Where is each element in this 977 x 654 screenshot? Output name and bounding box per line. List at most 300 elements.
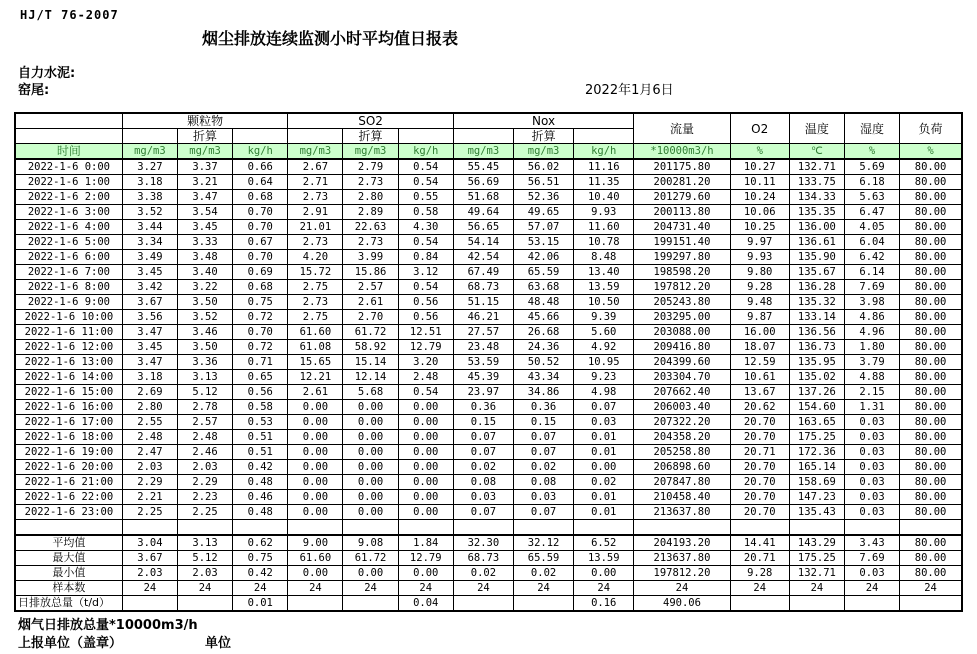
- value-cell: 10.95: [574, 355, 634, 370]
- value-cell: 10.78: [574, 235, 634, 250]
- value-cell: 0.00: [574, 460, 634, 475]
- value-cell: 20.70: [730, 490, 789, 505]
- unit-cell: %: [844, 144, 899, 160]
- value-cell: 204731.40: [634, 220, 730, 235]
- value-cell: 3.52: [122, 205, 177, 220]
- empty-cell: [122, 520, 177, 536]
- value-cell: 34.86: [513, 385, 573, 400]
- table-row: [15, 505, 962, 520]
- value-cell: 2.57: [177, 415, 232, 430]
- summary-value-cell: [844, 596, 899, 612]
- corner-cell: [15, 113, 122, 129]
- value-cell: 80.00: [900, 325, 962, 340]
- value-cell: 203304.70: [634, 370, 730, 385]
- summary-value-cell: 32.12: [513, 535, 573, 551]
- group-so2: SO2: [288, 113, 453, 129]
- value-cell: 80.00: [900, 295, 962, 310]
- value-cell: 20.70: [730, 475, 789, 490]
- value-cell: 0.00: [398, 475, 453, 490]
- empty-cell: [789, 520, 844, 536]
- summary-value-cell: 24: [233, 581, 288, 596]
- value-cell: 15.14: [343, 355, 398, 370]
- value-cell: 9.80: [730, 265, 789, 280]
- value-cell: 55.45: [453, 159, 513, 175]
- table-row: [15, 235, 962, 250]
- value-cell: 0.08: [453, 475, 513, 490]
- summary-row: [15, 535, 962, 551]
- value-cell: 0.00: [398, 400, 453, 415]
- value-cell: 2.89: [343, 205, 398, 220]
- value-cell: 3.44: [122, 220, 177, 235]
- table-row: [15, 415, 962, 430]
- summary-label: 最小值: [15, 566, 122, 581]
- value-cell: 201279.60: [634, 190, 730, 205]
- time-cell: 2022-1-6 1:00: [15, 175, 122, 190]
- spacer-row: [15, 520, 962, 536]
- value-cell: 80.00: [900, 220, 962, 235]
- value-cell: 0.54: [398, 159, 453, 175]
- value-cell: 3.12: [398, 265, 453, 280]
- value-cell: 3.99: [343, 250, 398, 265]
- value-cell: 80.00: [900, 310, 962, 325]
- value-cell: 0.02: [513, 460, 573, 475]
- value-cell: 0.07: [513, 445, 573, 460]
- value-cell: 12.59: [730, 355, 789, 370]
- value-cell: 3.34: [122, 235, 177, 250]
- value-cell: 0.03: [453, 490, 513, 505]
- time-cell: 2022-1-6 17:00: [15, 415, 122, 430]
- value-cell: 175.25: [789, 430, 844, 445]
- summary-value-cell: 32.30: [453, 535, 513, 551]
- value-cell: 0.51: [233, 445, 288, 460]
- value-cell: 80.00: [900, 460, 962, 475]
- value-cell: 10.27: [730, 159, 789, 175]
- summary-value-cell: 0.00: [288, 566, 343, 581]
- value-cell: 136.28: [789, 280, 844, 295]
- value-cell: 207662.40: [634, 385, 730, 400]
- value-cell: 2.73: [288, 235, 343, 250]
- time-cell: 2022-1-6 5:00: [15, 235, 122, 250]
- value-cell: 18.07: [730, 340, 789, 355]
- value-cell: 136.61: [789, 235, 844, 250]
- value-cell: 0.00: [343, 430, 398, 445]
- value-cell: 57.07: [513, 220, 573, 235]
- value-cell: 201175.80: [634, 159, 730, 175]
- value-cell: 0.03: [513, 490, 573, 505]
- value-cell: 22.63: [343, 220, 398, 235]
- value-cell: 0.55: [398, 190, 453, 205]
- summary-label: 最大值: [15, 551, 122, 566]
- summary-label: 日排放总量（t/d）: [15, 596, 122, 612]
- value-cell: 54.14: [453, 235, 513, 250]
- value-cell: 0.67: [233, 235, 288, 250]
- data-body: [15, 159, 962, 520]
- header-o2: O2: [730, 113, 789, 144]
- value-cell: 2.47: [122, 445, 177, 460]
- table-row: [15, 445, 962, 460]
- value-cell: 0.00: [398, 505, 453, 520]
- value-cell: 13.67: [730, 385, 789, 400]
- value-cell: 0.75: [233, 295, 288, 310]
- value-cell: 198598.20: [634, 265, 730, 280]
- value-cell: 53.59: [453, 355, 513, 370]
- value-cell: 0.48: [233, 505, 288, 520]
- summary-value-cell: 12.79: [398, 551, 453, 566]
- summary-value-cell: 24: [177, 581, 232, 596]
- time-cell: 2022-1-6 16:00: [15, 400, 122, 415]
- summary-value-cell: 0.00: [574, 566, 634, 581]
- summary-value-cell: 143.29: [789, 535, 844, 551]
- value-cell: 0.54: [398, 175, 453, 190]
- table-row: [15, 175, 962, 190]
- value-cell: 3.36: [177, 355, 232, 370]
- value-cell: 3.79: [844, 355, 899, 370]
- value-cell: 3.21: [177, 175, 232, 190]
- table-row: [15, 310, 962, 325]
- value-cell: 11.35: [574, 175, 634, 190]
- time-cell: 2022-1-6 7:00: [15, 265, 122, 280]
- summary-value-cell: 175.25: [789, 551, 844, 566]
- value-cell: 2.71: [288, 175, 343, 190]
- value-cell: 135.35: [789, 205, 844, 220]
- value-cell: 80.00: [900, 280, 962, 295]
- time-cell: 2022-1-6 3:00: [15, 205, 122, 220]
- value-cell: 3.33: [177, 235, 232, 250]
- value-cell: 136.00: [789, 220, 844, 235]
- summary-value-cell: 24: [634, 581, 730, 596]
- summary-value-cell: 0.00: [398, 566, 453, 581]
- value-cell: 0.00: [288, 460, 343, 475]
- header-temperature: 温度: [789, 113, 844, 144]
- summary-value-cell: 24: [900, 581, 962, 596]
- unit-cell: %: [730, 144, 789, 160]
- value-cell: 26.68: [513, 325, 573, 340]
- value-cell: 0.72: [233, 310, 288, 325]
- value-cell: 80.00: [900, 415, 962, 430]
- time-cell: 2022-1-6 20:00: [15, 460, 122, 475]
- value-cell: 56.65: [453, 220, 513, 235]
- value-cell: 0.56: [398, 295, 453, 310]
- value-cell: 0.65: [233, 370, 288, 385]
- value-cell: 205258.80: [634, 445, 730, 460]
- value-cell: 80.00: [900, 250, 962, 265]
- value-cell: 200113.80: [634, 205, 730, 220]
- company-label: 自力水泥:: [18, 66, 76, 81]
- value-cell: 20.70: [730, 460, 789, 475]
- value-cell: 2.48: [398, 370, 453, 385]
- unit-cell: mg/m3: [343, 144, 398, 160]
- summary-value-cell: 0.03: [844, 566, 899, 581]
- value-cell: 2.29: [122, 475, 177, 490]
- summary-row: [15, 596, 962, 612]
- converted-header: 折算: [513, 129, 573, 144]
- unit-cell: mg/m3: [453, 144, 513, 160]
- unit-cell: %: [900, 144, 962, 160]
- value-cell: 147.23: [789, 490, 844, 505]
- value-cell: 0.00: [343, 415, 398, 430]
- summary-value-cell: [453, 596, 513, 612]
- summary-value-cell: 24: [844, 581, 899, 596]
- summary-value-cell: 24: [574, 581, 634, 596]
- value-cell: 3.46: [177, 325, 232, 340]
- table-row: [15, 325, 962, 340]
- summary-value-cell: 24: [730, 581, 789, 596]
- time-cell: 2022-1-6 23:00: [15, 505, 122, 520]
- value-cell: 6.04: [844, 235, 899, 250]
- value-cell: 80.00: [900, 340, 962, 355]
- value-cell: 0.71: [233, 355, 288, 370]
- value-cell: 53.15: [513, 235, 573, 250]
- value-cell: 0.00: [343, 490, 398, 505]
- value-cell: 4.30: [398, 220, 453, 235]
- time-cell: 2022-1-6 15:00: [15, 385, 122, 400]
- table-row: [15, 370, 962, 385]
- value-cell: 50.52: [513, 355, 573, 370]
- value-cell: 3.47: [122, 325, 177, 340]
- summary-label: 样本数: [15, 581, 122, 596]
- summary-value-cell: 24: [453, 581, 513, 596]
- value-cell: 165.14: [789, 460, 844, 475]
- value-cell: 6.42: [844, 250, 899, 265]
- value-cell: 10.11: [730, 175, 789, 190]
- value-cell: 10.25: [730, 220, 789, 235]
- value-cell: 0.00: [288, 445, 343, 460]
- value-cell: 2.67: [288, 159, 343, 175]
- table-row: [15, 190, 962, 205]
- time-cell: 2022-1-6 9:00: [15, 295, 122, 310]
- summary-value-cell: 213637.80: [634, 551, 730, 566]
- time-cell: 2022-1-6 2:00: [15, 190, 122, 205]
- report-date: 2022年1月6日: [585, 83, 674, 98]
- time-cell: 2022-1-6 22:00: [15, 490, 122, 505]
- value-cell: 46.21: [453, 310, 513, 325]
- value-cell: 0.48: [233, 475, 288, 490]
- value-cell: 3.45: [122, 340, 177, 355]
- value-cell: 11.16: [574, 159, 634, 175]
- value-cell: 132.71: [789, 159, 844, 175]
- value-cell: 0.03: [574, 415, 634, 430]
- value-cell: 2.15: [844, 385, 899, 400]
- value-cell: 3.50: [177, 295, 232, 310]
- summary-value-cell: 197812.20: [634, 566, 730, 581]
- value-cell: 135.90: [789, 250, 844, 265]
- value-cell: 2.61: [288, 385, 343, 400]
- empty-cell: [453, 520, 513, 536]
- empty-cell: [574, 129, 634, 144]
- value-cell: 0.36: [513, 400, 573, 415]
- value-cell: 80.00: [900, 505, 962, 520]
- value-cell: 4.05: [844, 220, 899, 235]
- value-cell: 4.98: [574, 385, 634, 400]
- summary-value-cell: 0.16: [574, 596, 634, 612]
- value-cell: 23.97: [453, 385, 513, 400]
- summary-value-cell: [789, 596, 844, 612]
- converted-header: 折算: [177, 129, 232, 144]
- value-cell: 2.75: [288, 310, 343, 325]
- value-cell: 2.03: [122, 460, 177, 475]
- value-cell: 2.21: [122, 490, 177, 505]
- summary-value-cell: 3.67: [122, 551, 177, 566]
- value-cell: 13.59: [574, 280, 634, 295]
- summary-value-cell: [730, 596, 789, 612]
- empty-cell: [730, 520, 789, 536]
- value-cell: 0.03: [844, 430, 899, 445]
- empty-cell: [398, 520, 453, 536]
- group-particulate: 颗粒物: [122, 113, 288, 129]
- summary-value-cell: 0.02: [453, 566, 513, 581]
- value-cell: 45.66: [513, 310, 573, 325]
- value-cell: 49.65: [513, 205, 573, 220]
- value-cell: 207322.20: [634, 415, 730, 430]
- table-row: [15, 250, 962, 265]
- value-cell: 52.36: [513, 190, 573, 205]
- value-cell: 80.00: [900, 490, 962, 505]
- summary-row: [15, 551, 962, 566]
- value-cell: 206898.60: [634, 460, 730, 475]
- value-cell: 136.73: [789, 340, 844, 355]
- unit-cell: kg/h: [233, 144, 288, 160]
- unit-cell: mg/m3: [177, 144, 232, 160]
- value-cell: 0.07: [453, 430, 513, 445]
- value-cell: 135.67: [789, 265, 844, 280]
- summary-value-cell: 24: [122, 581, 177, 596]
- value-cell: 3.13: [177, 370, 232, 385]
- value-cell: 5.69: [844, 159, 899, 175]
- summary-value-cell: 9.28: [730, 566, 789, 581]
- unit-cell: mg/m3: [122, 144, 177, 160]
- value-cell: 2.69: [122, 385, 177, 400]
- value-cell: 80.00: [900, 175, 962, 190]
- value-cell: 49.64: [453, 205, 513, 220]
- value-cell: 0.54: [398, 280, 453, 295]
- value-cell: 0.66: [233, 159, 288, 175]
- value-cell: 9.87: [730, 310, 789, 325]
- summary-value-cell: 9.00: [288, 535, 343, 551]
- value-cell: 0.64: [233, 175, 288, 190]
- value-cell: 45.39: [453, 370, 513, 385]
- time-cell: 2022-1-6 0:00: [15, 159, 122, 175]
- time-cell: 2022-1-6 21:00: [15, 475, 122, 490]
- value-cell: 48.48: [513, 295, 573, 310]
- value-cell: 61.08: [288, 340, 343, 355]
- value-cell: 80.00: [900, 370, 962, 385]
- value-cell: 80.00: [900, 445, 962, 460]
- value-cell: 0.72: [233, 340, 288, 355]
- value-cell: 5.60: [574, 325, 634, 340]
- value-cell: 0.15: [513, 415, 573, 430]
- summary-value-cell: 2.03: [177, 566, 232, 581]
- unit-cell: mg/m3: [288, 144, 343, 160]
- value-cell: 3.52: [177, 310, 232, 325]
- summary-row: [15, 581, 962, 596]
- summary-value-cell: 65.59: [513, 551, 573, 566]
- value-cell: 2.75: [288, 280, 343, 295]
- value-cell: 11.60: [574, 220, 634, 235]
- value-cell: 2.79: [343, 159, 398, 175]
- value-cell: 61.60: [288, 325, 343, 340]
- value-cell: 0.03: [844, 505, 899, 520]
- group-nox: Nox: [453, 113, 634, 129]
- value-cell: 3.22: [177, 280, 232, 295]
- value-cell: 0.00: [288, 415, 343, 430]
- value-cell: 8.48: [574, 250, 634, 265]
- value-cell: 4.88: [844, 370, 899, 385]
- empty-cell: [15, 520, 122, 536]
- value-cell: 80.00: [900, 265, 962, 280]
- value-cell: 12.14: [343, 370, 398, 385]
- report-table: [14, 112, 963, 612]
- value-cell: 0.69: [233, 265, 288, 280]
- value-cell: 3.20: [398, 355, 453, 370]
- header-load: 负荷: [900, 113, 962, 144]
- summary-value-cell: 132.71: [789, 566, 844, 581]
- value-cell: 0.56: [398, 310, 453, 325]
- summary-value-cell: 0.01: [233, 596, 288, 612]
- value-cell: 0.00: [343, 445, 398, 460]
- value-cell: 137.26: [789, 385, 844, 400]
- standard-code: HJ/T 76-2007: [20, 8, 119, 22]
- summary-value-cell: 20.71: [730, 551, 789, 566]
- value-cell: 12.21: [288, 370, 343, 385]
- value-cell: 80.00: [900, 400, 962, 415]
- table-row: [15, 159, 962, 175]
- value-cell: 2.73: [343, 235, 398, 250]
- value-cell: 0.46: [233, 490, 288, 505]
- summary-value-cell: 0.42: [233, 566, 288, 581]
- value-cell: 197812.20: [634, 280, 730, 295]
- table-row: [15, 400, 962, 415]
- summary-value-cell: 2.03: [122, 566, 177, 581]
- value-cell: 135.32: [789, 295, 844, 310]
- value-cell: 9.48: [730, 295, 789, 310]
- empty-cell: [233, 520, 288, 536]
- value-cell: 0.00: [288, 400, 343, 415]
- value-cell: 20.70: [730, 505, 789, 520]
- value-cell: 0.07: [513, 505, 573, 520]
- value-cell: 15.72: [288, 265, 343, 280]
- reporting-unit-label: 上报单位（盖章）: [18, 636, 123, 651]
- value-cell: 63.68: [513, 280, 573, 295]
- value-cell: 3.18: [122, 175, 177, 190]
- summary-value-cell: 61.60: [288, 551, 343, 566]
- value-cell: 4.20: [288, 250, 343, 265]
- value-cell: 6.47: [844, 205, 899, 220]
- value-cell: 205243.80: [634, 295, 730, 310]
- value-cell: 42.54: [453, 250, 513, 265]
- value-cell: 2.48: [122, 430, 177, 445]
- value-cell: 0.70: [233, 205, 288, 220]
- table-row: [15, 280, 962, 295]
- value-cell: 0.54: [398, 385, 453, 400]
- value-cell: 0.53: [233, 415, 288, 430]
- table-row: [15, 490, 962, 505]
- summary-value-cell: 24: [789, 581, 844, 596]
- value-cell: 3.47: [177, 190, 232, 205]
- value-cell: 10.06: [730, 205, 789, 220]
- value-cell: 3.47: [122, 355, 177, 370]
- value-cell: 2.46: [177, 445, 232, 460]
- value-cell: 199297.80: [634, 250, 730, 265]
- value-cell: 5.68: [343, 385, 398, 400]
- value-cell: 20.70: [730, 430, 789, 445]
- value-cell: 20.70: [730, 415, 789, 430]
- value-cell: 3.98: [844, 295, 899, 310]
- summary-value-cell: [122, 596, 177, 612]
- value-cell: 80.00: [900, 159, 962, 175]
- table-row: [15, 430, 962, 445]
- value-cell: 3.18: [122, 370, 177, 385]
- value-cell: 213637.80: [634, 505, 730, 520]
